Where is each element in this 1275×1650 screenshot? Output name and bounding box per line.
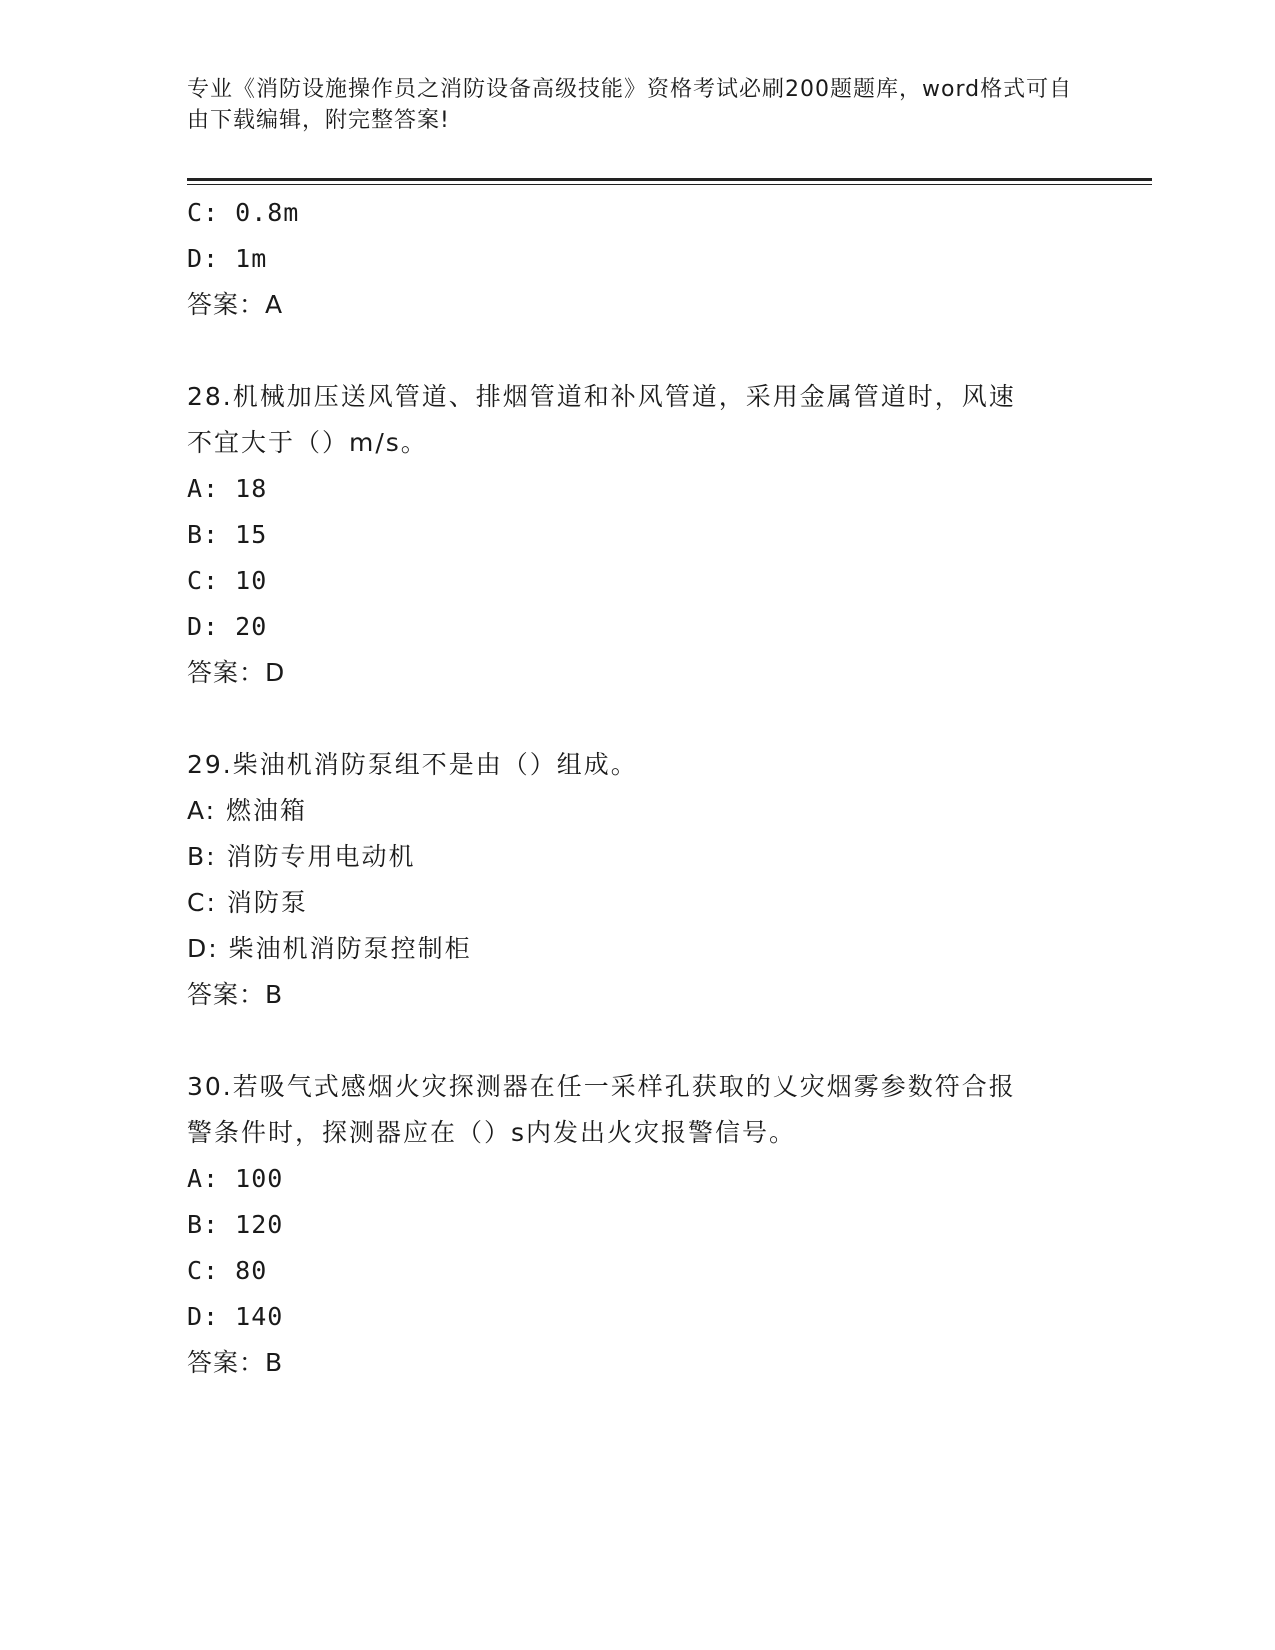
- answer-line: 答案：B: [187, 980, 284, 1009]
- option-line: B: 120: [187, 1210, 284, 1239]
- question-stem: 29.柴油机消防泵组不是由（）组成。: [187, 750, 638, 779]
- option-line: C: 消防泵: [187, 888, 308, 917]
- answer-line: 答案：D: [187, 658, 286, 687]
- option-line: D: 20: [187, 612, 268, 641]
- answer-line: 答案：B: [187, 1348, 284, 1377]
- header-text: 专业《消防设施操作员之消防设备高级技能》资格考试必刷200题题库，word格式可自由下载编辑，附完整答案!: [187, 77, 1073, 133]
- question-stem: 28.机械加压送风管道、排烟管道和补风管道，采用金属管道时，风速: [187, 382, 1016, 411]
- option-line: A: 100: [187, 1164, 284, 1193]
- option-line: C: 10: [187, 566, 268, 595]
- option-line: B: 15: [187, 520, 268, 549]
- spacer: [187, 328, 1087, 374]
- question-stem-cont: 警条件时，探测器应在（）s内发出火灾报警信号。: [187, 1118, 797, 1147]
- option-line: D: 140: [187, 1302, 284, 1331]
- header-rule-thin: [187, 184, 1152, 185]
- option-line: A: 18: [187, 474, 268, 503]
- option-line: C: 0.8m: [187, 198, 300, 227]
- option-line: C: 80: [187, 1256, 268, 1285]
- question-content: [187, 190, 1087, 1386]
- spacer: [187, 696, 1087, 742]
- option-line: A: 燃油箱: [187, 796, 308, 825]
- spacer: [187, 1018, 1087, 1064]
- option-line: D: 1m: [187, 244, 268, 273]
- header-rule-thick: [187, 178, 1152, 181]
- question-stem-cont: 不宜大于（）m/s。: [187, 428, 428, 457]
- question-stem: 30.若吸气式感烟火灾探测器在任一采样孔获取的乂灾烟雾参数符合报: [187, 1072, 1016, 1101]
- option-line: D: 柴油机消防泵控制柜: [187, 934, 472, 963]
- answer-line: 答案：A: [187, 290, 284, 319]
- document-header: [187, 74, 1087, 136]
- option-line: B: 消防专用电动机: [187, 842, 416, 871]
